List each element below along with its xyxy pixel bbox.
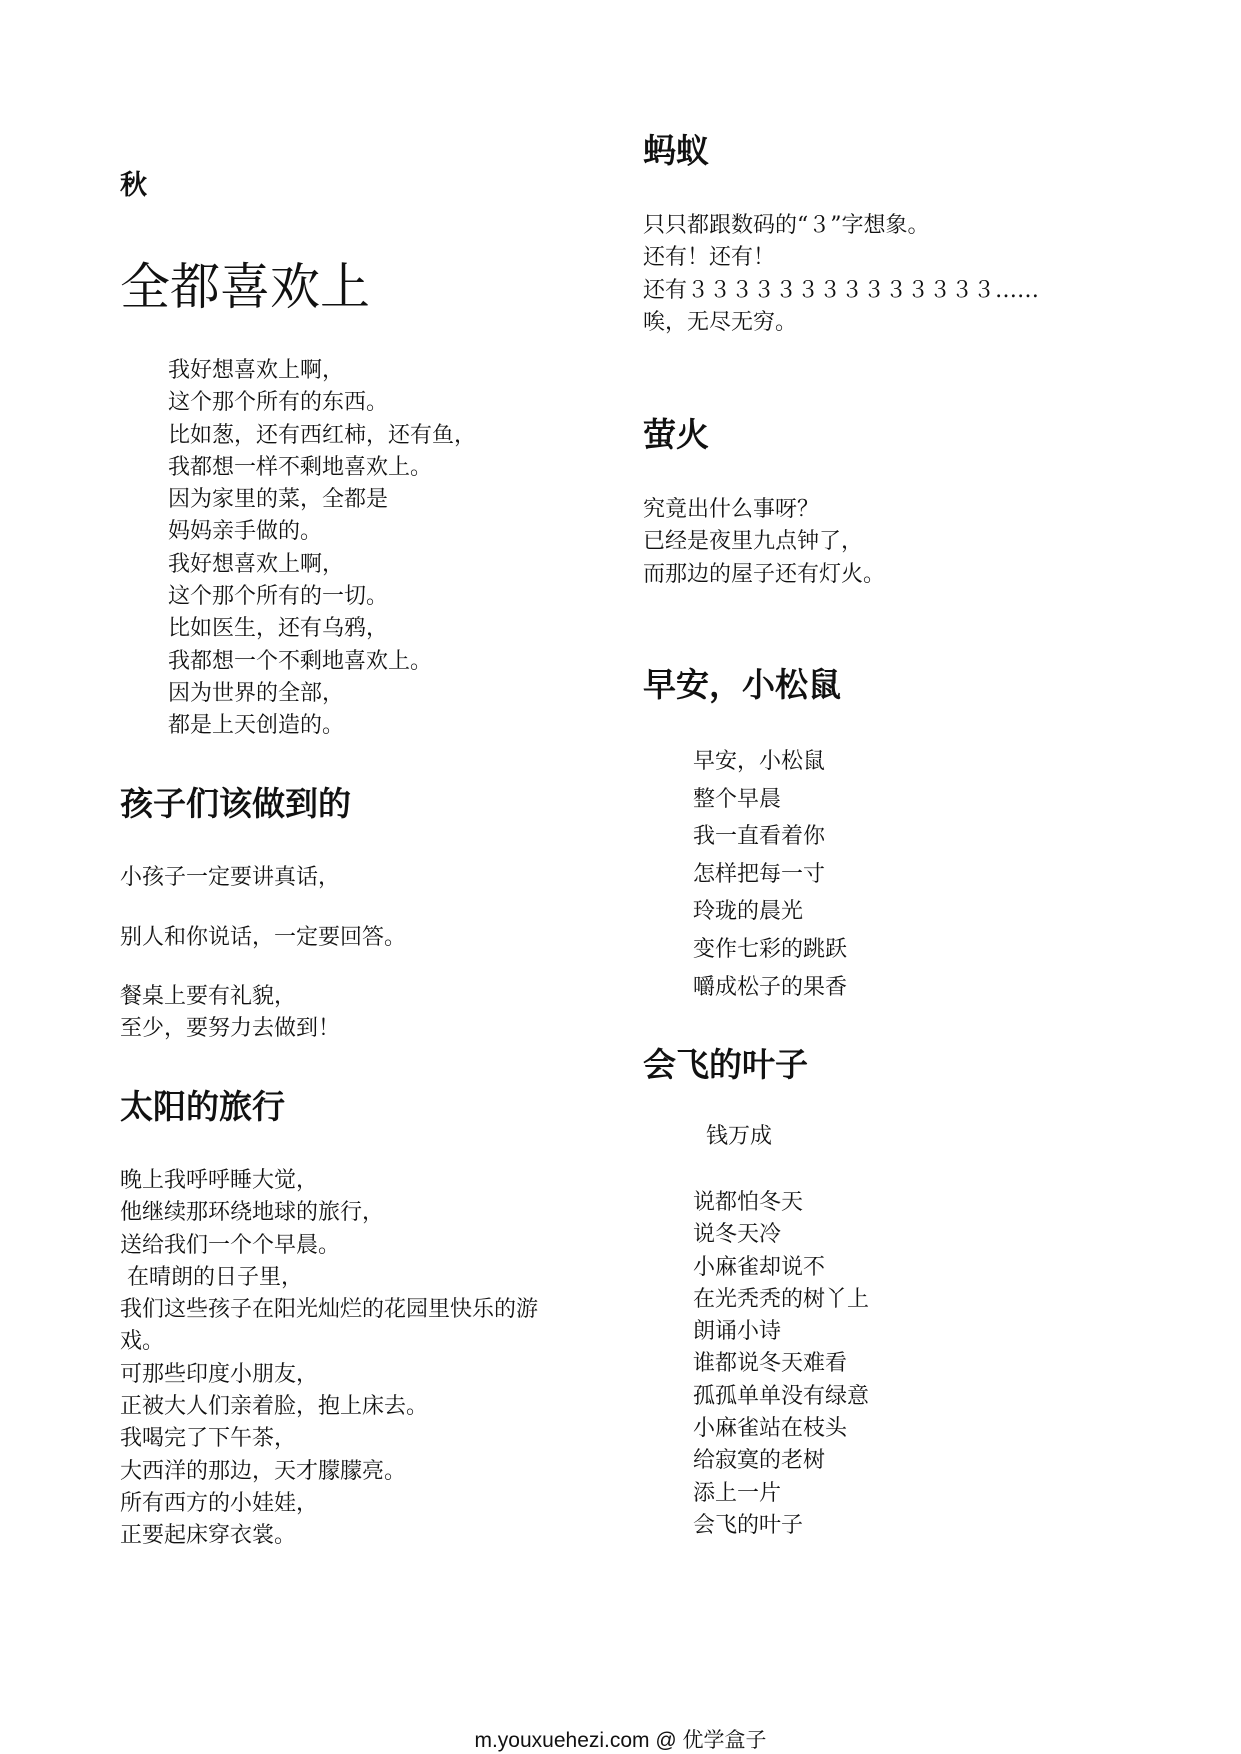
section-label-qiu: 秋 xyxy=(120,170,147,201)
poem-line: 我喝完了下午茶， xyxy=(120,1426,297,1452)
poem-body-taiyang xyxy=(120,1165,610,1553)
poem-line: 所有西方的小娃娃， xyxy=(120,1490,319,1516)
poem-line: 小麻雀站在枝头 xyxy=(693,1416,848,1442)
poem-line: 整个早晨 xyxy=(693,786,782,812)
poem-line: 嚼成松子的果香 xyxy=(693,974,848,1000)
poem-line: 妈妈亲手做的。 xyxy=(168,519,323,545)
poem-line: 在晴朗的日子里， xyxy=(120,1264,303,1290)
poem-body-yinghuo xyxy=(643,494,885,591)
poem-line: 谁都说冬天难看 xyxy=(693,1351,848,1377)
poem-line: 正要起床穿衣裳。 xyxy=(120,1523,297,1549)
poem-line: 比如葱，还有西红柿，还有鱼， xyxy=(168,422,477,448)
poem-body-haizimen xyxy=(120,923,406,953)
poem-line: 这个那个所有的一切。 xyxy=(168,584,389,610)
poem-line: 我们这些孩子在阳光灿烂的花园里快乐的游 xyxy=(120,1297,539,1323)
poem-line: 究竟出什么事呀？ xyxy=(643,497,820,522)
poem-title-huifei: 会飞的叶子 xyxy=(643,1045,808,1084)
poem-line: 晚上我呼呼睡大觉， xyxy=(120,1168,319,1193)
poem-title-mayi: 蚂蚁 xyxy=(643,131,709,170)
poem-line: 都是上天创造的。 xyxy=(168,713,345,739)
poem-line: 我好想喜欢上啊， xyxy=(168,358,345,383)
poem-line: 已经是夜里九点钟了， xyxy=(643,529,864,555)
poem-line: 孤孤单单没有绿意 xyxy=(693,1383,870,1409)
author-name: 钱万成 xyxy=(706,1124,773,1149)
poem-line: 因为家里的菜，全都是 xyxy=(168,487,389,513)
poem-line: 小麻雀却说不 xyxy=(693,1254,826,1280)
poem-body-quandou xyxy=(168,355,476,743)
poem-line: 说都怕冬天 xyxy=(693,1190,804,1215)
poem-line: 餐桌上要有礼貌， xyxy=(120,984,297,1009)
poem-title-taiyang: 太阳的旅行 xyxy=(120,1087,285,1126)
footer-watermark[interactable]: m.youxuehezi.com @ 优学盒子 xyxy=(474,1729,767,1752)
poem-title-yinghuo: 萤火 xyxy=(643,415,709,454)
poem-title-quandou: 全都喜欢上 xyxy=(120,258,370,316)
poem-line: 早安，小松鼠 xyxy=(693,749,826,774)
poem-line: 会飞的叶子 xyxy=(693,1512,804,1538)
poem-line: 至少，要努力去做到！ xyxy=(120,1016,341,1042)
poem-body-haizimen xyxy=(120,863,340,893)
poem-title-haizimen: 孩子们该做到的 xyxy=(120,784,351,823)
poem-line: 别人和你说话，一定要回答。 xyxy=(120,925,407,950)
poem-line: 比如医生，还有乌鸦， xyxy=(168,616,389,642)
poem-body-mayi xyxy=(643,210,1039,339)
poem-line: 他继续那环绕地球的旅行， xyxy=(120,1200,385,1226)
poem-body-zaoan xyxy=(693,743,847,1006)
poem-line: 我好想喜欢上啊， xyxy=(168,551,345,577)
poem-line: 添上一片 xyxy=(693,1480,782,1506)
poem-line: 而那边的屋子还有灯火。 xyxy=(643,561,886,587)
poem-line: 给寂寞的老树 xyxy=(693,1448,826,1474)
poem-line: 大西洋的那边，天才朦朦亮。 xyxy=(120,1458,407,1484)
poem-line: 朗诵小诗 xyxy=(693,1319,782,1345)
poem-line: 唉，无尽无穷。 xyxy=(643,309,798,335)
poem-title-zaoan: 早安，小松鼠 xyxy=(643,665,841,704)
poem-line: 变作七彩的跳跃 xyxy=(693,936,848,962)
poem-line: 怎样把每一寸 xyxy=(693,861,826,887)
poem-author xyxy=(706,1122,772,1152)
poem-body-huifei xyxy=(693,1187,869,1542)
poem-body-haizimen xyxy=(120,981,340,1046)
poem-line: 说冬天冷 xyxy=(693,1222,782,1248)
poem-line: 正被大人们亲着脸，抱上床去。 xyxy=(120,1394,429,1420)
poem-line: 只只都跟数码的“３”字想象。 xyxy=(643,213,930,238)
poem-line: 戏。 xyxy=(120,1329,165,1355)
poem-line: 我都想一样不剩地喜欢上。 xyxy=(168,454,433,480)
poem-line: 小孩子一定要讲真话， xyxy=(120,865,341,890)
poem-line: 我都想一个不剩地喜欢上。 xyxy=(168,648,433,674)
poem-line: 玲珑的晨光 xyxy=(693,899,804,925)
poem-line: 在光秃秃的树丫上 xyxy=(693,1286,870,1312)
poem-line: 送给我们一个个早晨。 xyxy=(120,1232,341,1258)
poem-line: 还有３３３３３３３３３３３３３３…… xyxy=(643,277,1040,303)
poem-line: 我一直看着你 xyxy=(693,824,826,850)
poem-line: 还有！还有！ xyxy=(643,245,776,271)
poem-line: 因为世界的全部， xyxy=(168,680,345,706)
poem-line: 可那些印度小朋友， xyxy=(120,1361,319,1387)
poem-line: 这个那个所有的东西。 xyxy=(168,390,389,416)
